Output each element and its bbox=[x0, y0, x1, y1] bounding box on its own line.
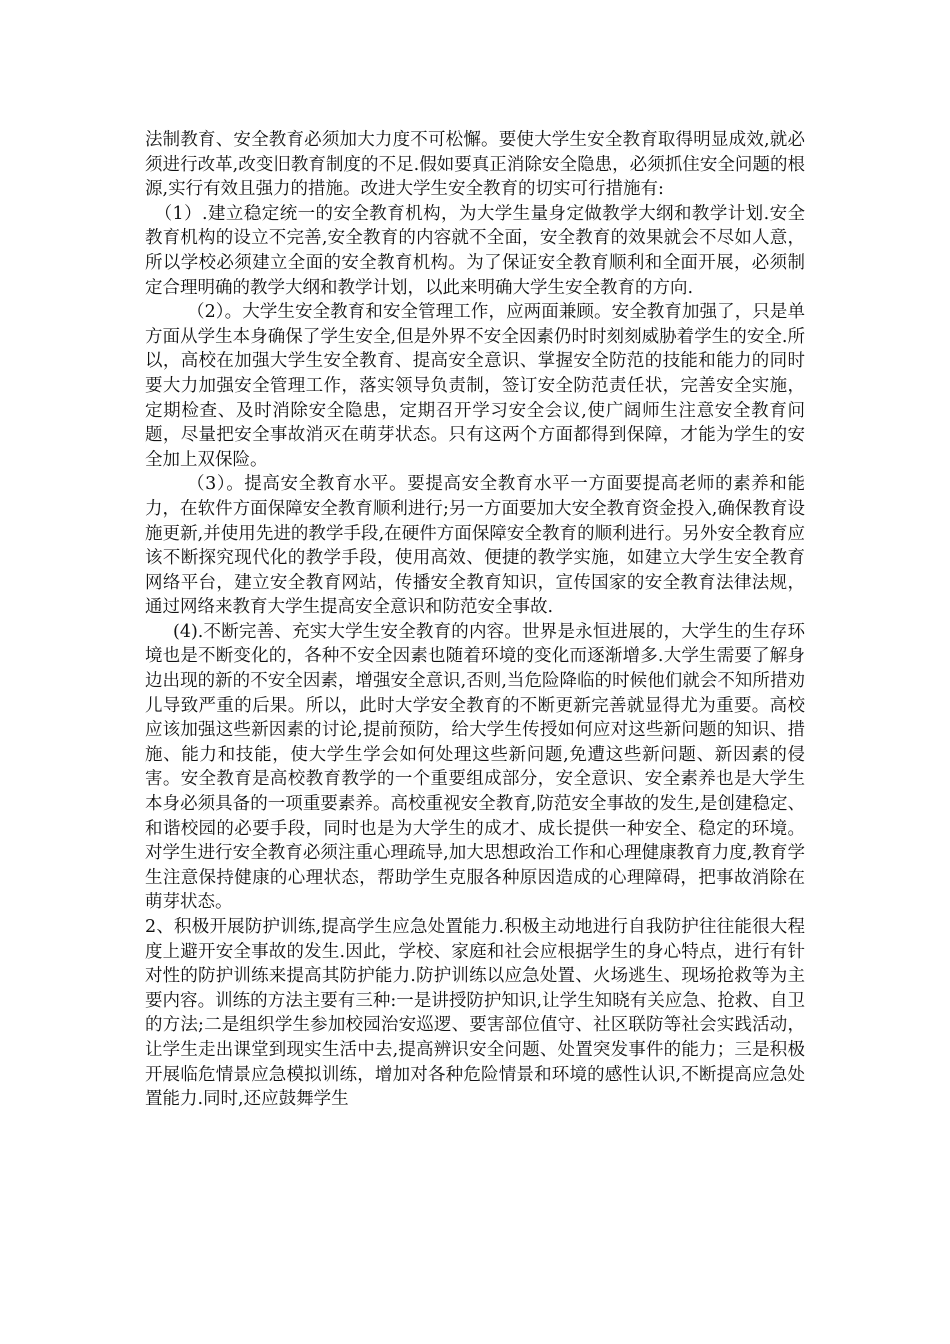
paragraph-measure-1: （1）.建立稳定统一的安全教育机构，为大学生量身定做教学大纲和教学计划.安全教育机构的设立不完善,安全教育的内容就不全面，安全教育的效果就会不尽如人意，所以学校必须建立全面的安全教育机构。为了保证安全教育顺利和全面开展，必须制定合理明确的教学大纲和教学计划，以此来明确大学生安全教育的方向. bbox=[145, 203, 805, 298]
paragraph-measure-2: （2）。大学生安全教育和安全管理工作，应两面兼顾。安全教育加强了，只是单方面从学生本身确保了学生安全,但是外界不安全因素仍时时刻刻威胁着学生的安全.所以，高校在加强大学生安全教育、提高安全意识、掌握安全防范的技能和能力的同时要大力加强安全管理工作，落实领导负责制，签订安全防范责任状，完善安全实施，定期检查、及时消除安全隐患，定期召开学习安全会议,使广阔师生注意安全教育问题，尽量把安全事故消灭在萌芽状态。只有这两个方面都得到保障，才能为学生的安全加上双保险。 bbox=[145, 302, 805, 470]
paragraph-measure-4: (4).不断完善、充实大学生安全教育的内容。世界是永恒进展的，大学生的生存环境也是不断变化的，各种不安全因素也随着环境的变化而逐渐增多.大学生需要了解身边出现的新的不安全因素，增强安全意识,否则,当危险降临的时候他们就会不知所措劝儿导致严重的后果。所以，此时大学安全教育的不断更新完善就显得尤为重要。高校应该加强这些新因素的讨论,提前预防，给大学生传授如何应对这些新问题的知识、措施、能力和技能，使大学生学会如何处理这些新问题,免遭这些新问题、新因素的侵害。安全教育是高校教育教学的一个重要组成部分，安全意识、安全素养也是大学生本身必须具备的一项重要素养。高校重视安全教育,防范安全事故的发生,是创建稳定、和谐校园的必要手段，同时也是为大学生的成才、成长提供一种安全、稳定的环境。对学生进行安全教育必须注重心理疏导,加大思想政治工作和心理健康教育力度,教育学生注意保持健康的心理状态，帮助学生克服各种原因造成的心理障碍，把事故消除在萌芽状态。 bbox=[145, 621, 805, 913]
paragraph-intro: 法制教育、安全教育必须加大力度不可松懈。要使大学生安全教育取得明显成效,就必须进行改革,改变旧教育制度的不足.假如要真正消除安全隐患，必须抓住安全问题的根源,实行有效且强力的措施。改进大学生安全教育的切实可行措施有: bbox=[145, 130, 805, 200]
paragraph-measure-3: （3）。提高安全教育水平。要提高安全教育水平一方面要提高老师的素养和能力，在软件方面保障安全教育顺利进行;另一方面要加大安全教育资金投入,确保教育设施更新,并使用先进的教学手段,在硬件方面保障安全教育的顺利进行。另外安全教育应该不断探究现代化的教学手段，使用高效、便捷的教学实施，如建立大学生安全教育网络平台，建立安全教育网站，传播安全教育知识，宣传国家的安全教育法律法规，通过网络来教育大学生提高安全意识和防范安全事故. bbox=[145, 474, 805, 618]
document-body bbox=[145, 128, 805, 1112]
paragraph-section-2: 2、积极开展防护训练,提高学生应急处置能力.积极主动地进行自我防护往往能很大程度上避开安全事故的发生.因此，学校、家庭和社会应根据学生的身心特点，进行有针对性的防护训练来提高其防护能力.防护训练以应急处置、火场逃生、现场抢救等为主要内容。训练的方法主要有三种:一是讲授防护知识,让学生知晓有关应急、抢救、自卫的方法;二是组织学生参加校园治安巡逻、要害部位值守、社区联防等社会实践活动，让学生走出课堂到现实生活中去,提高辨识安全问题、处置突发事件的能力；三是积极开展临危情景应急模拟训练，增加对各种危险情景和环境的感性认识,不断提高应急处置能力.同时,还应鼓舞学生 bbox=[145, 917, 805, 1110]
